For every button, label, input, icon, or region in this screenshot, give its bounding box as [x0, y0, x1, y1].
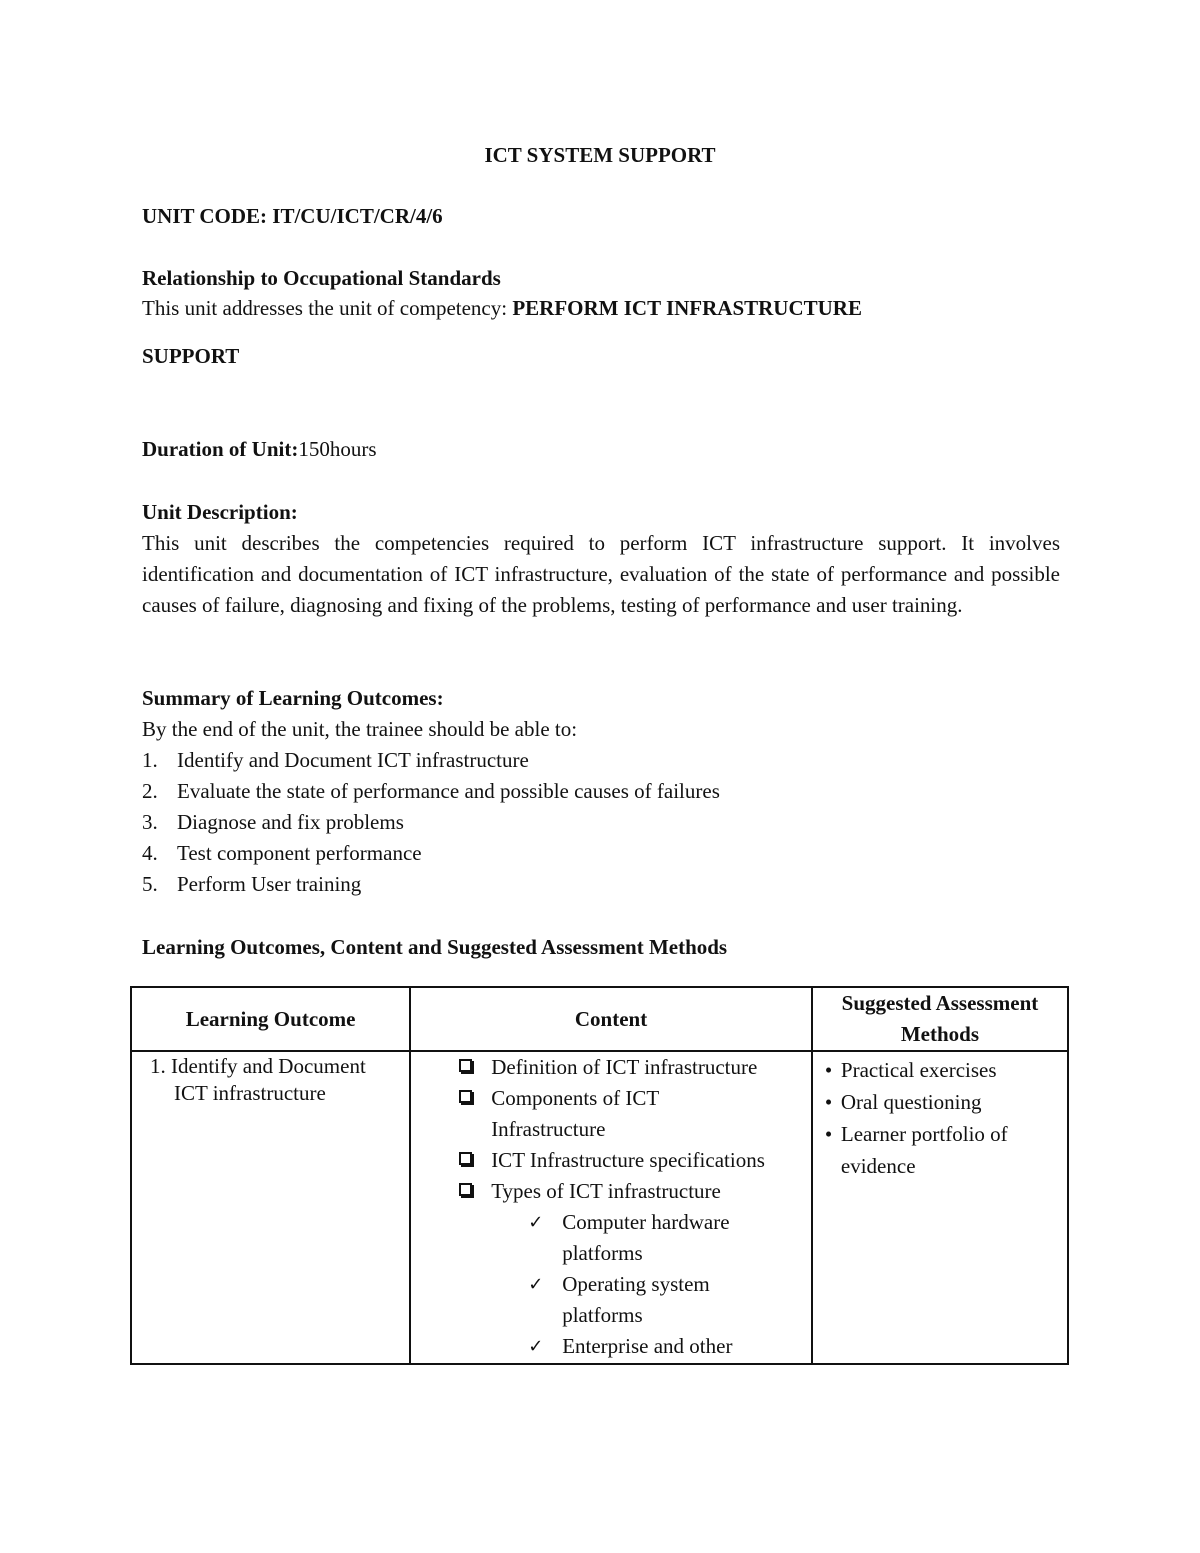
competency-name-continued: SUPPORT [142, 344, 240, 368]
list-item: ✓ Operating system platforms [411, 1269, 757, 1331]
list-item: • Learner portfolio of evidence [813, 1118, 1041, 1182]
page-title: ICT SYSTEM SUPPORT [484, 143, 716, 167]
list-item: ✓ Enterprise and other [411, 1331, 762, 1362]
relationship-intro: This unit addresses the unit of competency: [142, 296, 513, 320]
table-heading: Learning Outcomes, Content and Suggested Assessment Methods [142, 935, 728, 959]
content-cell [410, 1051, 812, 1364]
list-item: ✓ Computer hardware platforms [411, 1207, 757, 1269]
checkmark-icon: ✓ [528, 1336, 544, 1357]
list-item: 3. Diagnose and fix problems [142, 810, 404, 834]
duration-label: Duration of Unit: [142, 437, 299, 461]
bullet-icon: • [824, 1090, 833, 1114]
header-content: Content [410, 987, 812, 1051]
list-item: 2. Evaluate the state of performance and possible causes of failures [142, 779, 720, 803]
relationship-heading: Relationship to Occupational Standards [142, 266, 501, 290]
unit-code: UNIT CODE: IT/CU/ICT/CR/4/6 [142, 204, 443, 228]
list-item: 5. Perform User training [142, 872, 362, 896]
checkmark-icon: ✓ [528, 1274, 544, 1295]
relationship-text [142, 293, 862, 324]
summary-intro: By the end of the unit, the trainee should be able to: [142, 717, 578, 741]
list-item: Types of ICT infrastructure ✓ Computer hardware platforms ✓ Operating system platforms ✓ Enterprise and other [411, 1176, 811, 1362]
assessment-list [813, 1052, 1067, 1182]
list-item: Components of ICT Infrastructure [411, 1083, 721, 1145]
bullet-icon: • [824, 1122, 833, 1146]
checkbox-icon [459, 1090, 472, 1103]
content-list [411, 1052, 811, 1362]
list-item: • Oral questioning [813, 1086, 1067, 1118]
list-item: 1. Identify and Document ICT infrastructure [142, 748, 529, 772]
checkbox-icon [459, 1183, 472, 1196]
checkbox-icon [459, 1059, 472, 1072]
list-item: Definition of ICT infrastructure [411, 1052, 811, 1083]
table-row [131, 1051, 1068, 1364]
header-assessment: Suggested Assessment Methods [812, 987, 1068, 1051]
learning-outcomes-list [142, 745, 720, 900]
header-learning-outcome: Learning Outcome [131, 987, 410, 1051]
duration-value: 150hours [298, 437, 377, 461]
summary-heading: Summary of Learning Outcomes: [142, 686, 444, 710]
content-sublist [491, 1207, 811, 1362]
checkmark-icon: ✓ [528, 1212, 544, 1233]
checkbox-icon [459, 1152, 472, 1165]
assessment-cell [812, 1051, 1068, 1364]
description-text: This unit describes the competencies required to perform ICT infrastructure support. It involves identification and documentation of ICT infrastructure, evaluation of the state of performance and possible causes of failure, diagnosing and fixing of the problems, testing of performance and user training. [142, 531, 1060, 617]
learning-outcomes-table [130, 986, 1069, 1365]
description-heading: Unit Description: [142, 500, 298, 524]
outcome-cell: 1. Identify and Document ICT infrastructure [131, 1051, 410, 1364]
list-item: 4. Test component performance [142, 841, 422, 865]
list-item: • Practical exercises [813, 1054, 1067, 1086]
competency-name: PERFORM ICT INFRASTRUCTURE [512, 296, 862, 320]
bullet-icon: • [824, 1058, 833, 1082]
table-header-row [131, 987, 1068, 1051]
list-item: ICT Infrastructure specifications [411, 1145, 811, 1176]
duration [142, 434, 377, 465]
